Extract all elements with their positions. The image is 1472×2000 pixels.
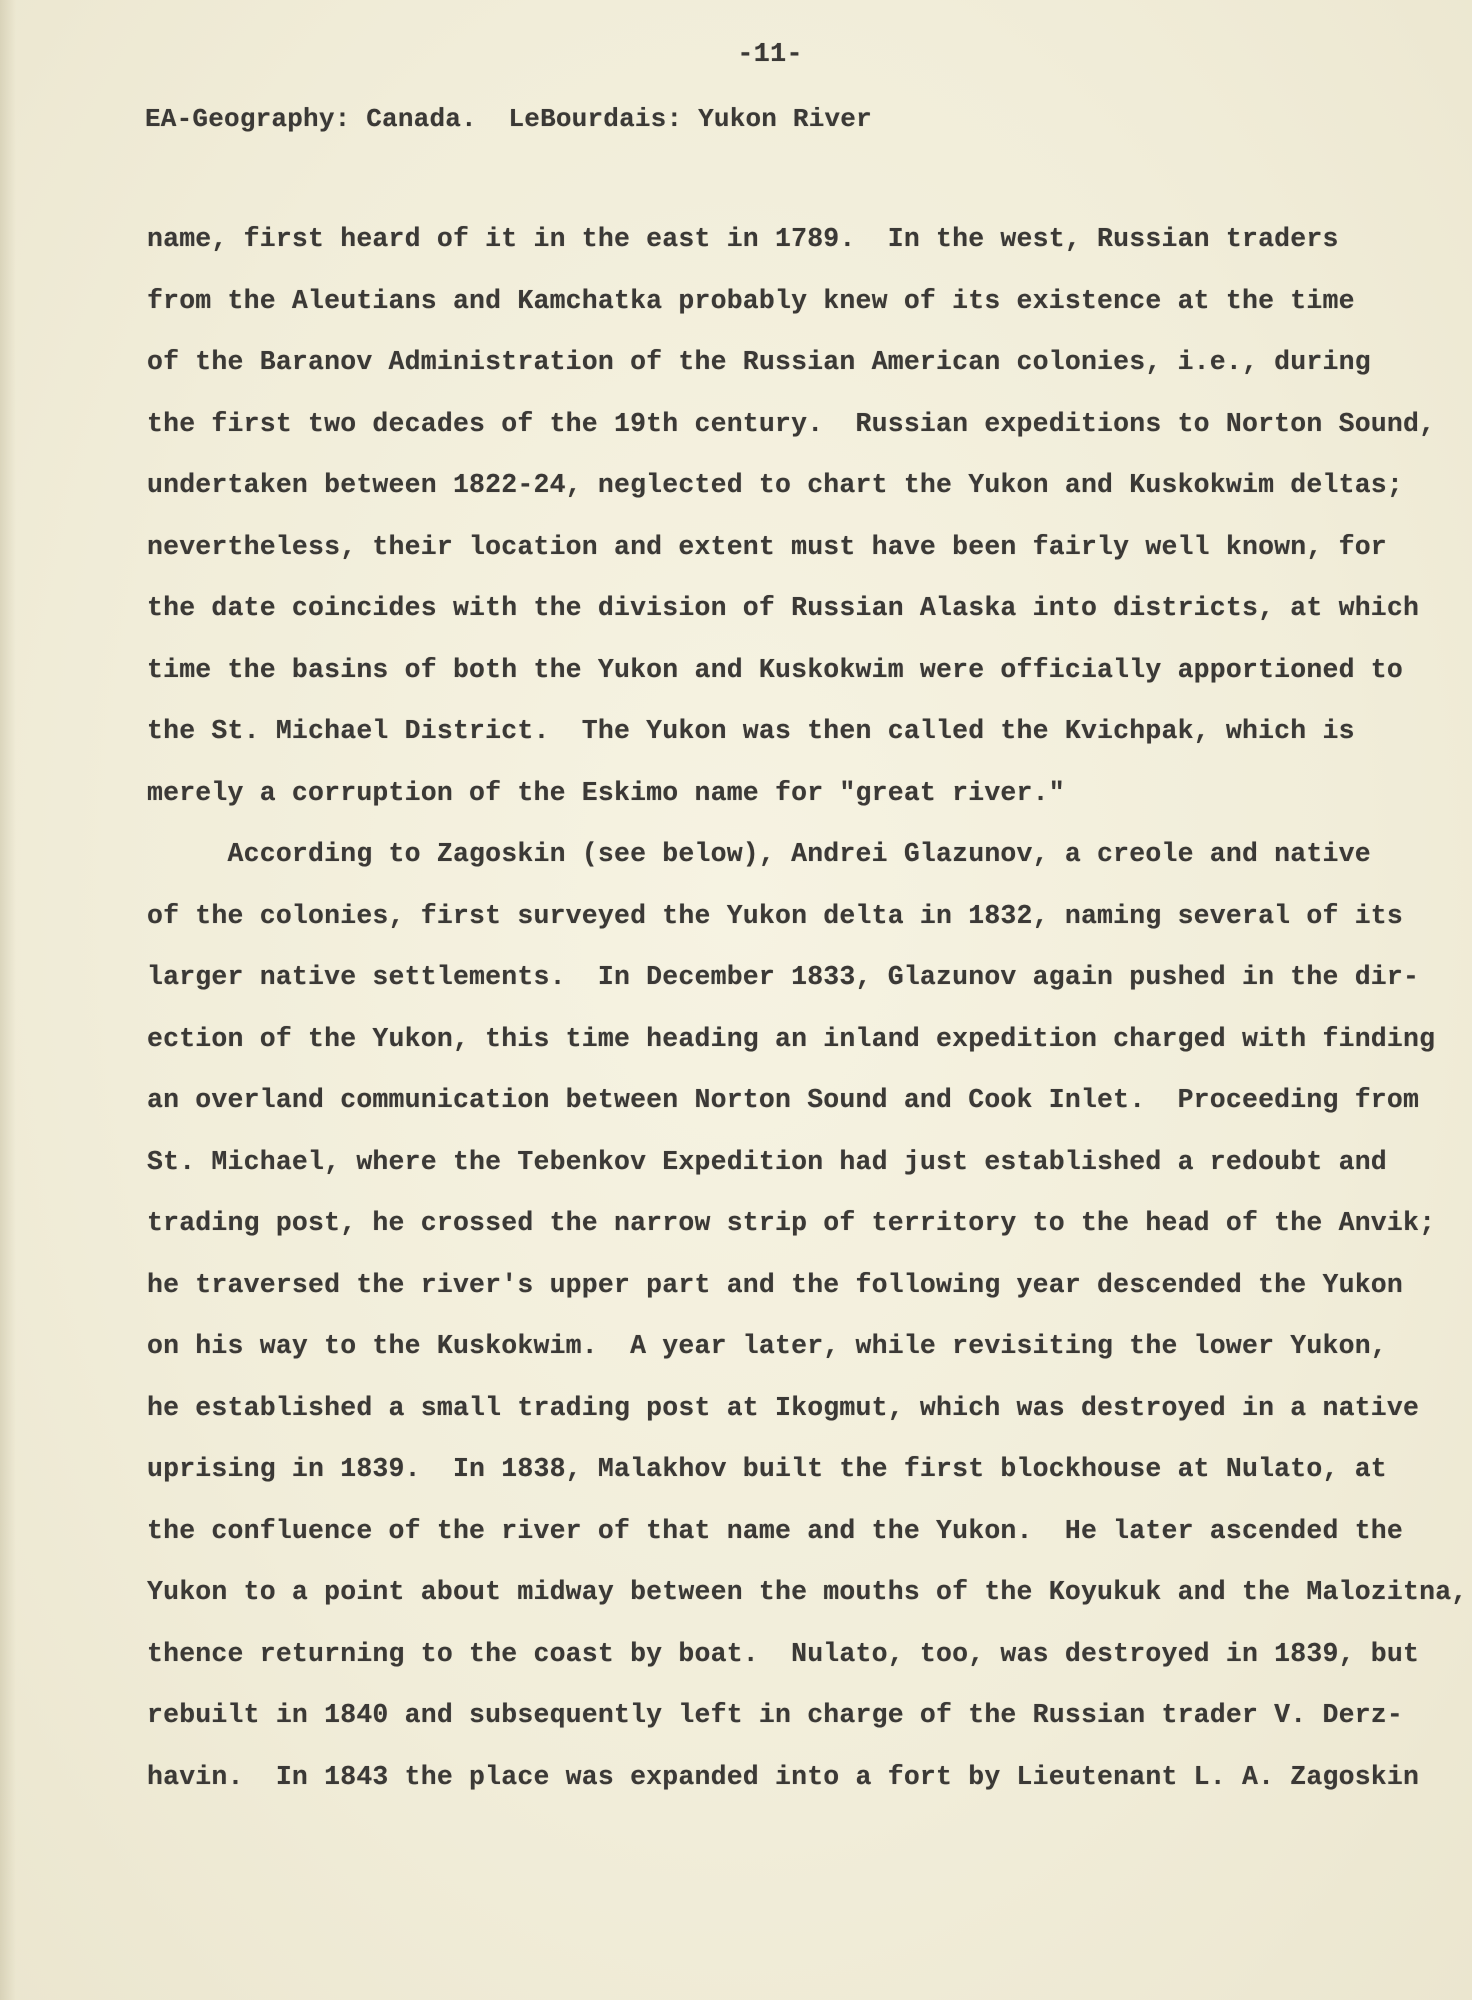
text-line: thence returning to the coast by boat. Nulato, too, was destroyed in 1839, but — [147, 1638, 1420, 1669]
page-number: -11- — [737, 40, 803, 70]
text-line: an overland communication between Norton Sound and Cook Inlet. Proceeding from — [147, 1085, 1420, 1115]
text-line: havin. In 1843 the place was expanded into a fort by Lieutenant L. A. Zagoskin — [147, 1761, 1420, 1792]
document-header: EA-Geography: Canada. LeBourdais: Yukon River — [145, 104, 872, 134]
text-line: the first two decades of the 19th century. Russian expeditions to Norton Sound, — [147, 408, 1436, 439]
text-line: of the colonies, first surveyed the Yukon delta in 1832, naming several of its — [147, 900, 1404, 931]
text-line: merely a corruption of the Eskimo name for "great river." — [147, 777, 1065, 808]
text-line: on his way to the Kuskokwim. A year later, while revisiting the lower Yukon, — [147, 1331, 1387, 1361]
text-line: rebuilt in 1840 and subsequently left in charge of the Russian trader V. Derz- — [147, 1700, 1404, 1730]
text-line: uprising in 1839. In 1838, Malakhov built the first blockhouse at Nulato, at — [147, 1454, 1387, 1484]
text-line: of the Baranov Administration of the Russian American colonies, i.e., during — [147, 347, 1371, 377]
page-edge-shadow — [0, 0, 16, 2000]
text-line: nevertheless, their location and extent must have been fairly well known, for — [147, 531, 1387, 562]
text-line: the date coincides with the division of Russian Alaska into districts, at which — [147, 593, 1420, 623]
text-line: St. Michael, where the Tebenkov Expedition had just established a redoubt and — [147, 1146, 1387, 1177]
text-line: the confluence of the river of that name and the Yukon. He later ascended the — [147, 1515, 1404, 1546]
text-line: name, first heard of it in the east in 1789. In the west, Russian traders — [147, 224, 1339, 254]
text-line: he established a small trading post at Ikogmut, which was destroyed in a native — [147, 1392, 1420, 1423]
text-line: ection of the Yukon, this time heading an inland expedition charged with finding — [147, 1023, 1436, 1054]
text-line: larger native settlements. In December 1833, Glazunov again pushed in the dir- — [147, 962, 1420, 992]
text-line: from the Aleutians and Kamchatka probably knew of its existence at the time — [147, 285, 1355, 316]
body-text — [147, 221, 1468, 1820]
text-line: undertaken between 1822-24, neglected to chart the Yukon and Kuskokwim deltas; — [147, 470, 1404, 500]
text-line: According to Zagoskin (see below), Andrei Glazunov, a creole and native — [147, 839, 1371, 869]
text-line: the St. Michael District. The Yukon was then called the Kvichpak, which is — [147, 716, 1355, 746]
text-line: he traversed the river's upper part and the following year descended the Yukon — [147, 1269, 1404, 1300]
text-line: trading post, he crossed the narrow strip of territory to the head of the Anvik; — [147, 1208, 1436, 1238]
text-line: time the basins of both the Yukon and Kuskokwim were officially apportioned to — [147, 654, 1404, 685]
text-line: Yukon to a point about midway between the mouths of the Koyukuk and the Malozitna, — [147, 1577, 1468, 1607]
